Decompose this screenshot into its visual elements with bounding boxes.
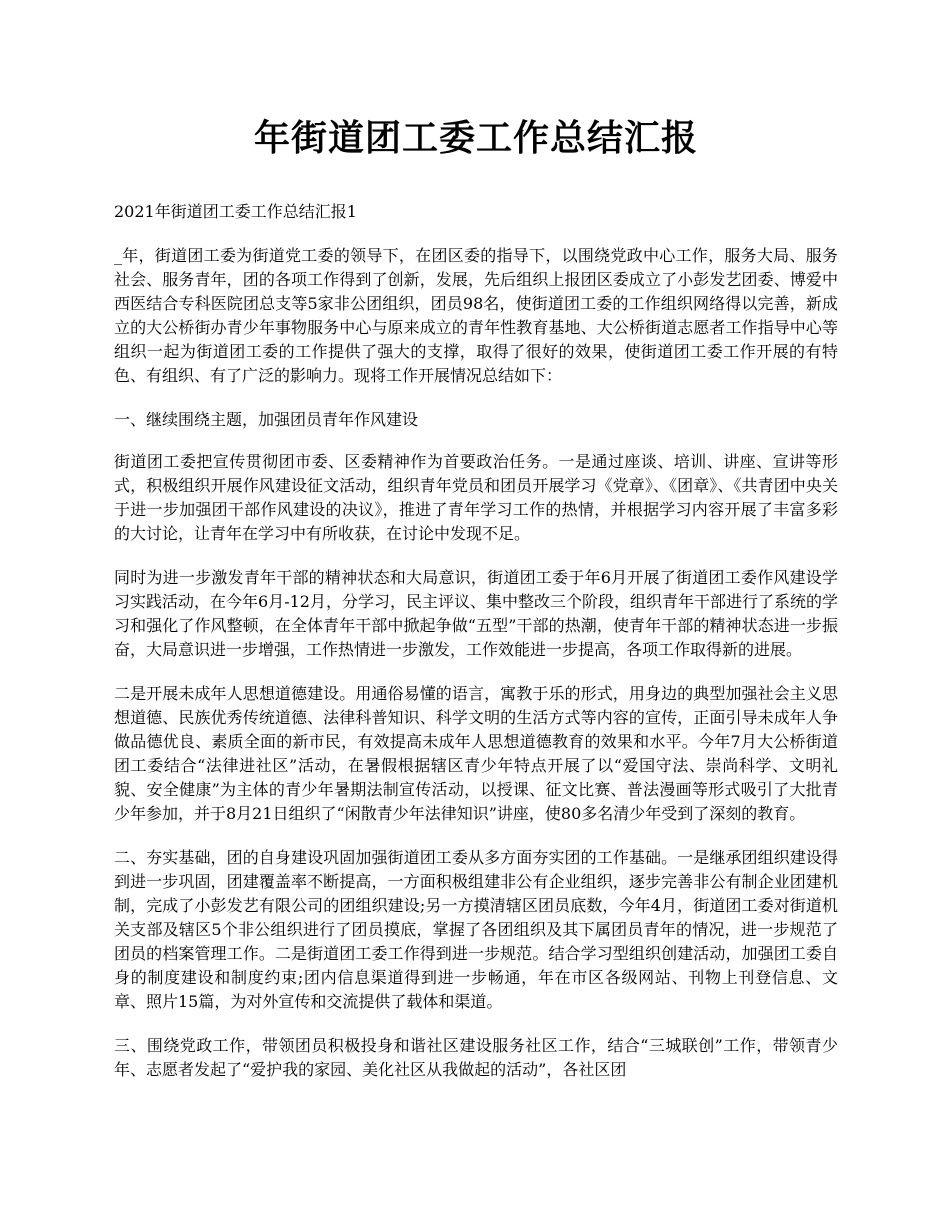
report-subtitle: 2021年街道团工委工作总结汇报1 xyxy=(114,202,357,221)
body-paragraph: 街道团工委把宣传贯彻团市委、区委精神作为首要政治任务。一是通过座谈、培训、讲座、宣讲等形式，积极组织开展作风建设征文活动，组织青年党员和团员开展学习《党章》、《团章》、《共青团中央关于进一步加强团干部作风建设的决议》，推进了青年学习工作的热情，并根据学习内容开展了丰富多彩的大讨论，让青年在学习中有所收获，在讨论中发现不足。 xyxy=(114,452,838,543)
section-heading-one: 一、继续围绕主题，加强团员青年作风建设 xyxy=(114,410,419,429)
body-paragraph: 同时为进一步激发青年干部的精神状态和大局意识，街道团工委于年6月开展了街道团工委作风建设学习实践活动，在今年6月-12月，分学习，民主评议、集中整改三个阶段，组织青年干部进行了系统的学习和强化了作风整顿，在全体青年干部中掀起争做“五型”干部的热潮，使青年干部的精神状态进一步振奋，大局意识进一步增强，工作热情进一步激发，工作效能进一步提高，各项工作取得新的进展。 xyxy=(114,568,838,659)
section-three-paragraph: 三、围绕党政工作，带领团员积极投身和谐社区建设服务社区工作，结合“三城联创”工作，带领青少年、志愿者发起了“爱护我的家园、美化社区从我做起的活动”，各社区团 xyxy=(114,1036,838,1079)
body-paragraph: 二是开展未成年人思想道德建设。用通俗易懂的语言，寓教于乐的形式，用身边的典型加强社会主义思想道德、民族优秀传统道德、法律科普知识、科学文明的生活方式等内容的宣传，正面引导未成年人争做品德优良、素质全面的新市民，有效提高未成年人思想道德教育的效果和水平。今年7月大公桥街道团工委结合“法律进社区”活动，在暑假根据辖区青少年特点开展了以“爱国守法、崇尚科学、文明礼貌、安全健康”为主体的青少年暑期法制宣传活动，以授课、征文比赛、普法漫画等形式吸引了大批青少年参加，并于8月21日组织了“闲散青少年法律知识”讲座，使80多名清少年受到了深刻的教育。 xyxy=(114,684,838,823)
intro-paragraph: _年，街道团工委为街道党工委的领导下，在团区委的指导下，以围绕党政中心工作，服务大局、服务社会、服务青年，团的各项工作得到了创新，发展，先后组织上报团区委成立了小彭发艺团委、博爱中西医结合专科医院团总支等5家非公团组织，团员98名，使街道团工委的工作组织网络得以完善，新成立的大公桥街办青少年事物服务中心与原来成立的青年性教育基地、大公桥街道志愿者工作指导中心等组织一起为街道团工委的工作提供了强大的支撑，取得了很好的效果，使街道团工委工作开展的有特色、有组织、有了广泛的影响力。现将工作开展情况总结如下： xyxy=(114,246,838,385)
section-two-paragraph: 二、夯实基础，团的自身建设巩固加强街道团工委从多方面夯实团的工作基础。一是继承团组织建设得到进一步巩固，团建覆盖率不断提高，一方面积极组建非公有企业组织，逐步完善非公有制企业团建机制，完成了小彭发艺有限公司的团组织建设;另一方摸清辖区团员底数，今年4月，街道团工委对街道机关支部及辖区5个非公组织进行了团员摸底，掌握了各团组织及其下属团员青年的情况，进一步规范了团员的档案管理工作。二是街道团工委工作得到进一步规范。结合学习型组织创建活动，加强团工委自身的制度建设和制度约束;团内信息渠道得到进一步畅通，年在市区各级网站、刊物上刊登信息、文章、照片15篇，为对外宣传和交流提供了载体和渠道。 xyxy=(114,848,838,1011)
document-title: 年街道团工委工作总结汇报 xyxy=(253,117,698,159)
